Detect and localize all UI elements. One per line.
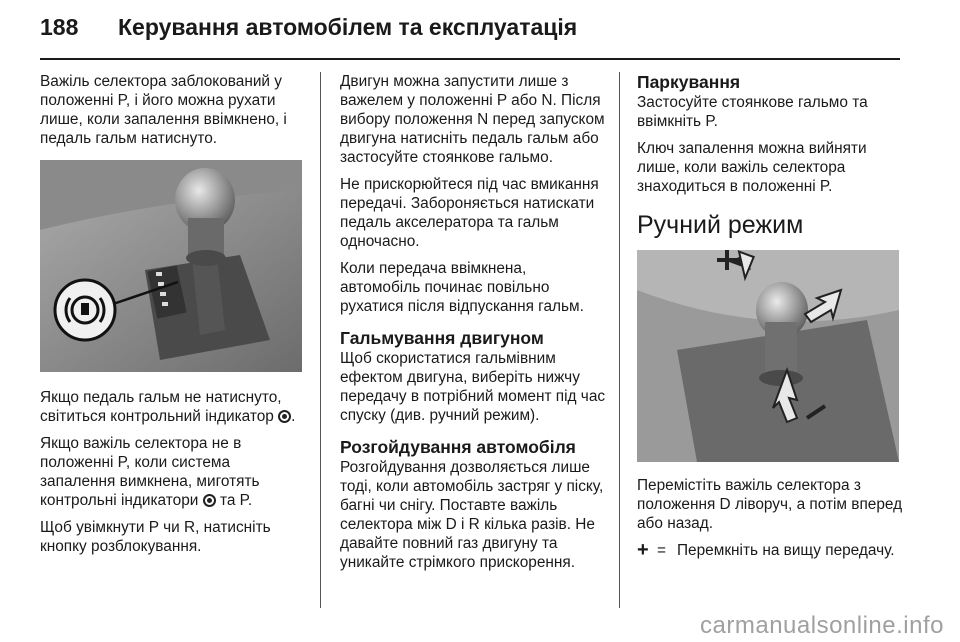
legend-upshift: + = Перемкніть на вищу передачу.	[637, 539, 895, 561]
paragraph-rocking: Розгойдування дозволяється лише тоді, коли автомобіль застряг у піску, багні чи снігу. Поставте важіль селектора між D і R кілька разів. Не давайте повний газ двигуну та уникайте стрімкого прискорення.	[340, 459, 604, 571]
column-divider-1	[320, 72, 321, 608]
heading-manual-mode: Ручний режим	[637, 211, 804, 239]
heading-engine-braking: Гальмування двигуном	[340, 328, 544, 348]
page-header	[40, 14, 577, 41]
page-title: Керування автомобілем та експлуатація	[118, 14, 578, 40]
paragraph-release-button: Щоб увімкнути P чи R, натисніть кнопку розблокування.	[40, 519, 271, 555]
paragraph-engine-braking: Щоб скористатися гальмівним ефектом двигуна, виберіть нижчу передачу в потрібний момент під час спуску (див. ручний режим).	[340, 350, 606, 424]
plus-icon: +	[637, 539, 649, 561]
gear-selector-icon	[637, 250, 899, 462]
lock-warning-icon	[203, 494, 216, 507]
paragraph-move-selector: Перемістіть важіль селектора з положення D ліворуч, а потім вперед або назад.	[637, 477, 903, 532]
column-3	[637, 72, 905, 560]
page-number: 188	[40, 14, 79, 40]
heading-parking: Паркування	[637, 72, 741, 92]
heading-rocking: Розгойдування автомобіля	[340, 437, 576, 457]
paragraph-parking-brake: Застосуйте стоянкове гальмо та ввімкніть P.	[637, 94, 868, 130]
column-1	[40, 72, 308, 564]
figure-gear-selector	[40, 160, 302, 372]
paragraph-key-removal: Ключ запалення можна вийняти лише, коли важіль селектора знаходиться в положенні P.	[637, 140, 867, 195]
watermark: carmanualsonline.info	[700, 612, 944, 639]
paragraph-brake-indicator: Якщо педаль гальм не натиснуто, світиться контрольний індикатор .	[40, 389, 296, 425]
header-rule	[40, 58, 900, 60]
gear-selector-icon	[40, 160, 302, 372]
figure-manual-mode	[637, 250, 899, 462]
paragraph-engine-start: Двигун можна запустити лише з важелем у положенні P або N. Після вибору положення N перед запуском двигуна натисніть педаль гальм або застосуйте стоянкове гальмо.	[340, 73, 605, 166]
column-divider-2	[619, 72, 620, 608]
paragraph-creep: Коли передача ввімкнена, автомобіль починає повільно рухатися після відпускання гальм.	[340, 260, 584, 315]
paragraph-flashing-indicators: Якщо важіль селектора не в положенні P, коли система запалення вимкнена, миготять контрольні індикатори та P.	[40, 435, 260, 509]
paragraph-no-accelerate: Не прискорюйтеся під час вмикання передачі. Забороняється натискати педаль акселератора та гальм одночасно.	[340, 176, 599, 250]
column-2	[340, 72, 608, 580]
lock-warning-icon	[278, 410, 291, 423]
paragraph-selector-locked: Важіль селектора заблокований у положенні P, і його можна рухати лише, коли запалення ввімкнено, і педаль гальм натиснуто.	[40, 73, 287, 147]
